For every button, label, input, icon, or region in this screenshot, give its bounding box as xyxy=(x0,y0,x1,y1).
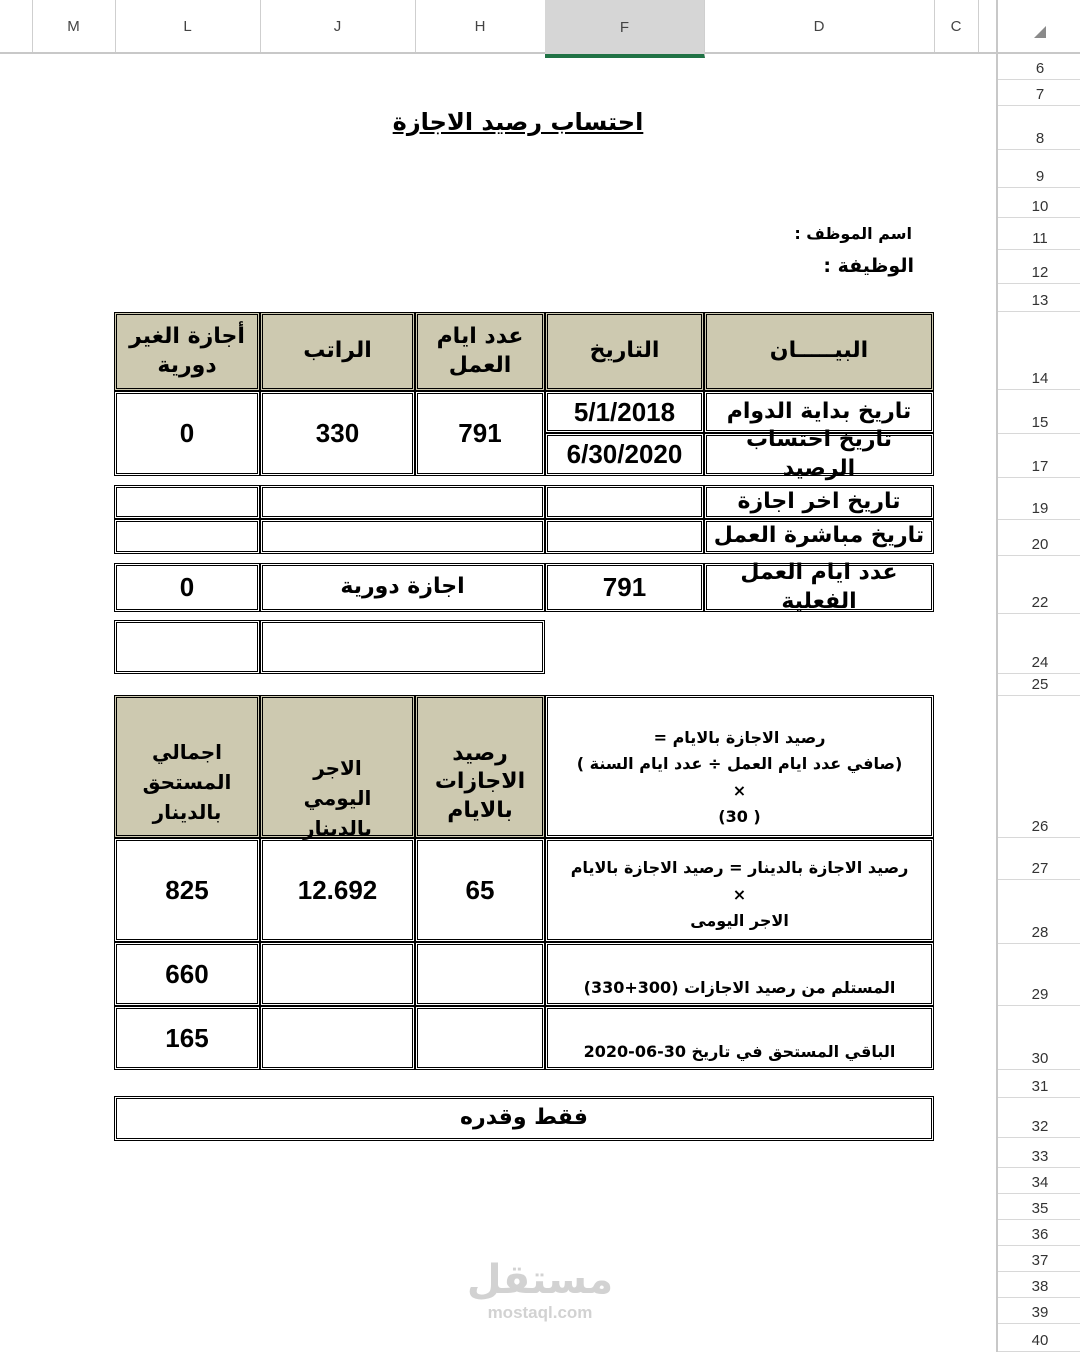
row-header[interactable]: 22 xyxy=(998,556,1080,614)
row-header[interactable]: 36 xyxy=(998,1220,1080,1246)
row-header[interactable]: 27 xyxy=(998,838,1080,880)
column-header-M[interactable]: M xyxy=(32,0,116,52)
formula-line: رصيد الاجازة بالدينار = رصيد الاجازة بالايام xyxy=(570,858,909,878)
formula-line: رصيد الاجازة بالايام = xyxy=(653,727,826,747)
header-salary[interactable]: الراتب xyxy=(260,312,415,391)
select-all-triangle-icon xyxy=(1034,26,1046,38)
daily-wage-value[interactable]: 12.692 xyxy=(260,838,415,942)
job-label[interactable]: الوظيفة : xyxy=(823,255,914,277)
start-date-label[interactable]: تاريخ بداية الدوام xyxy=(704,391,934,433)
formula-line: ( 30) xyxy=(718,806,761,826)
row-header[interactable]: 25 xyxy=(998,674,1080,696)
empty-cell[interactable] xyxy=(415,1006,545,1070)
row-header[interactable]: 6 xyxy=(998,54,1080,80)
formula-header-cell[interactable] xyxy=(545,695,934,838)
row-header[interactable]: 35 xyxy=(998,1194,1080,1220)
received-total-value[interactable]: 660 xyxy=(114,942,260,1006)
row-header[interactable]: 38 xyxy=(998,1272,1080,1298)
calc-date-label[interactable]: تاريخ احتساب الرصيد xyxy=(704,433,934,476)
row-header[interactable]: 13 xyxy=(998,284,1080,312)
row-header[interactable]: 30 xyxy=(998,1006,1080,1070)
row-header[interactable]: 39 xyxy=(998,1298,1080,1324)
row-header[interactable]: 24 xyxy=(998,614,1080,674)
row-header[interactable]: 33 xyxy=(998,1138,1080,1168)
sheet-title: احتساب رصيد الاجازة xyxy=(392,108,644,136)
column-header-blank-right xyxy=(978,0,996,52)
balance-days-value[interactable]: 65 xyxy=(415,838,545,942)
row-header[interactable]: 12 xyxy=(998,250,1080,284)
column-header-H[interactable]: H xyxy=(415,0,546,52)
header-work-days[interactable]: عدد ايام العمل xyxy=(415,312,545,391)
received-label[interactable]: المستلم من رصيد الاجازات (300+330) xyxy=(545,942,934,1006)
return-to-work-extra-cell[interactable] xyxy=(260,519,545,554)
column-header-F[interactable]: F xyxy=(545,0,705,58)
row-header[interactable]: 17 xyxy=(998,434,1080,478)
last-leave-date-cell[interactable] xyxy=(545,485,704,519)
header-non-periodic-leave[interactable]: أجازة الغير دورية xyxy=(114,312,260,391)
row-header[interactable]: 7 xyxy=(998,80,1080,106)
row-header[interactable]: 8 xyxy=(998,106,1080,150)
calc-date-value[interactable]: 6/30/2020 xyxy=(545,433,704,476)
empty-cell[interactable] xyxy=(415,942,545,1006)
column-header-D[interactable]: D xyxy=(704,0,935,52)
remaining-total-value[interactable]: 165 xyxy=(114,1006,260,1070)
work-days-value[interactable]: 791 xyxy=(415,391,545,476)
formula-line: × xyxy=(732,780,747,800)
column-header-C[interactable]: C xyxy=(934,0,979,52)
total-due-value[interactable]: 825 xyxy=(114,838,260,942)
row-header[interactable]: 34 xyxy=(998,1168,1080,1194)
amount-in-words-cell[interactable]: فقط وقدره xyxy=(114,1096,934,1141)
row-header[interactable]: 15 xyxy=(998,390,1080,434)
column-header-bar xyxy=(0,0,996,54)
row-header[interactable]: 20 xyxy=(998,520,1080,556)
row-header-bar xyxy=(996,0,1080,1352)
empty-cell[interactable] xyxy=(260,1006,415,1070)
mostaql-watermark-logo xyxy=(440,1258,640,1330)
return-to-work-date-cell[interactable] xyxy=(545,519,704,554)
row-header[interactable]: 31 xyxy=(998,1070,1080,1098)
row-header[interactable]: 26 xyxy=(998,696,1080,838)
select-all-corner[interactable] xyxy=(998,0,1080,54)
periodic-leave-value[interactable]: 0 xyxy=(114,563,260,612)
start-date-value[interactable]: 5/1/2018 xyxy=(545,391,704,433)
row-header[interactable]: 9 xyxy=(998,150,1080,188)
formula-line: الاجر اليومى xyxy=(690,911,789,931)
column-header-J[interactable]: J xyxy=(260,0,416,52)
header-balance-days[interactable]: رصيد الاجازات بالايام xyxy=(415,695,545,838)
row-header[interactable]: 28 xyxy=(998,880,1080,944)
header-total-due[interactable]: اجمالي المستحق بالدينار xyxy=(114,695,260,838)
watermark-latin: mostaql.com xyxy=(487,1303,593,1322)
column-header-L[interactable]: L xyxy=(115,0,261,52)
empty-cell[interactable] xyxy=(260,620,545,674)
non-periodic-leave-value[interactable]: 0 xyxy=(114,391,260,476)
last-leave-extra-cell[interactable] xyxy=(260,485,545,519)
empty-cell[interactable] xyxy=(114,620,260,674)
formula-line: (صافي عدد ايام العمل ÷ عدد ايام السنة ) xyxy=(576,754,903,774)
column-header-blank xyxy=(0,0,33,52)
salary-value[interactable]: 330 xyxy=(260,391,415,476)
header-daily-wage[interactable]: الاجر اليومي بالدينار xyxy=(260,695,415,838)
header-date[interactable]: التاريخ xyxy=(545,312,704,391)
remaining-label[interactable]: الباقي المستحق في تاريخ 30-06-2020 xyxy=(545,1006,934,1070)
row-header[interactable]: 40 xyxy=(998,1324,1080,1352)
last-leave-label[interactable]: تاريخ اخر اجازة xyxy=(704,485,934,519)
return-to-work-extra-cell-2[interactable] xyxy=(114,519,260,554)
row-header[interactable]: 14 xyxy=(998,312,1080,390)
row-header[interactable]: 29 xyxy=(998,944,1080,1006)
employee-name-label[interactable]: اسم الموظف : xyxy=(794,224,912,243)
row-header[interactable]: 11 xyxy=(998,218,1080,250)
row-header[interactable]: 19 xyxy=(998,478,1080,520)
row-header[interactable]: 32 xyxy=(998,1098,1080,1138)
last-leave-extra-cell-2[interactable] xyxy=(114,485,260,519)
periodic-leave-label[interactable]: اجازة دورية xyxy=(260,563,545,612)
watermark-arabic: مستقل xyxy=(466,1257,614,1303)
formula-row-cell[interactable] xyxy=(545,838,934,942)
formula-line: × xyxy=(732,884,747,904)
empty-cell[interactable] xyxy=(260,942,415,1006)
row-header[interactable]: 37 xyxy=(998,1246,1080,1272)
header-statement[interactable]: البيـــــان xyxy=(704,312,934,391)
actual-work-days-label[interactable]: عدد ايام العمل الفعلية xyxy=(704,563,934,612)
actual-work-days-value[interactable]: 791 xyxy=(545,563,704,612)
row-header[interactable]: 10 xyxy=(998,188,1080,218)
return-to-work-label[interactable]: تاريخ مباشرة العمل xyxy=(704,519,934,554)
